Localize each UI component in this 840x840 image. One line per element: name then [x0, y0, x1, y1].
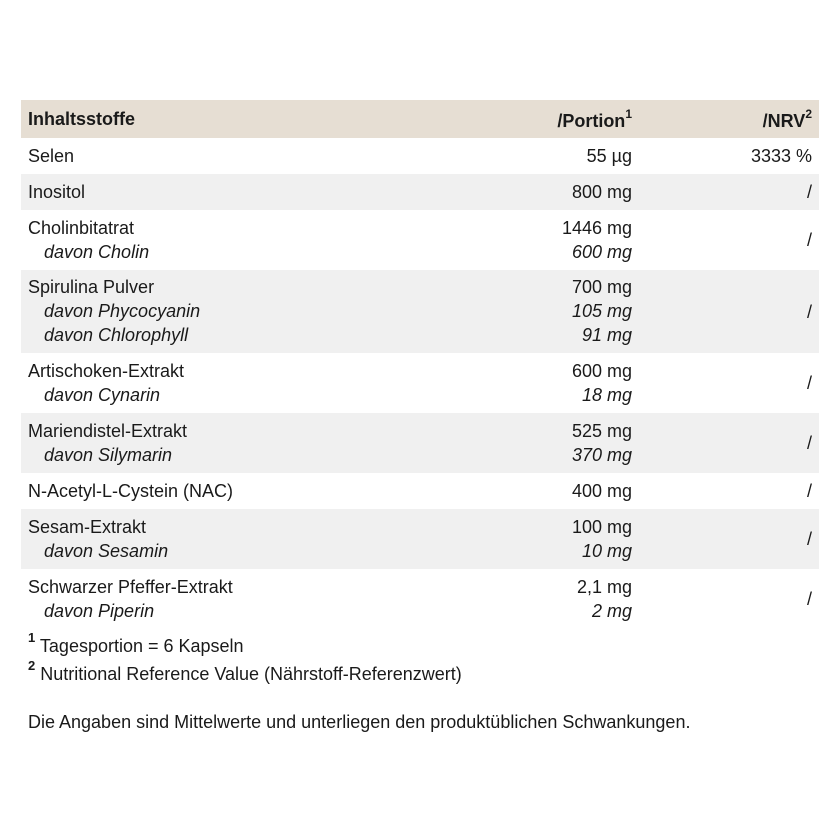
- ingredient-portion: 600 mg: [571, 360, 632, 381]
- footnote-mark: 1: [28, 630, 36, 645]
- ingredient-portion: 400 mg: [571, 480, 632, 501]
- ingredient-name: Artischoken-Extrakt: [28, 360, 185, 381]
- ingredient-nrv: /: [806, 529, 812, 549]
- sub-ingredient-portion: 18 mg: [581, 384, 632, 405]
- ingredient-portion: 800 mg: [571, 181, 632, 202]
- ingredient-portion: 55 µg: [586, 145, 632, 166]
- sub-ingredient-portion: 91 mg: [581, 325, 632, 345]
- sub-ingredient-portion: 10 mg: [581, 540, 632, 561]
- sub-ingredient-name: davon Piperin: [44, 600, 155, 621]
- sub-ingredient-portion: 105 mg: [571, 301, 632, 321]
- sub-ingredient-name: davon Phycocyanin: [44, 301, 201, 321]
- sub-ingredient-name: davon Silymarin: [44, 444, 173, 465]
- ingredient-nrv: /: [806, 373, 812, 393]
- footnotes: [28, 632, 462, 688]
- footnote: [28, 660, 462, 688]
- table-row: [21, 569, 819, 629]
- ingredient-nrv: /: [806, 433, 812, 453]
- ingredient-nrv: /: [806, 589, 812, 609]
- ingredient-name: Sesam-Extrakt: [28, 516, 147, 537]
- ingredient-name: Schwarzer Pfeffer-Extrakt: [28, 576, 233, 597]
- ingredient-name: Cholinbitatrat: [28, 217, 135, 238]
- sub-ingredient-portion: 2 mg: [591, 600, 632, 621]
- footnote-text: Nutritional Reference Value (Nährstoff-Referenzwert): [40, 664, 462, 684]
- table-row: [21, 270, 819, 353]
- footnote: [28, 632, 462, 660]
- table-row: [21, 473, 819, 509]
- sub-ingredient-portion: 370 mg: [571, 444, 632, 465]
- ingredient-portion: 700 mg: [571, 277, 632, 297]
- ingredient-nrv: /: [806, 301, 812, 322]
- footnote-mark: 2: [28, 658, 36, 673]
- table-row: [21, 174, 819, 210]
- sub-ingredient-portion: 600 mg: [571, 241, 632, 262]
- header-portion: /Portion$^1$: [557, 106, 632, 131]
- table-row: [21, 509, 819, 569]
- ingredient-nrv: /: [806, 230, 812, 250]
- table-row: [21, 210, 819, 270]
- table-row: [21, 413, 819, 473]
- ingredient-portion: 2,1 mg: [576, 576, 632, 597]
- ingredient-name: Inositol: [28, 181, 86, 202]
- sub-ingredient-name: davon Chlorophyll: [44, 325, 189, 345]
- ingredient-name: Spirulina Pulver: [28, 277, 155, 297]
- ingredient-portion: 100 mg: [571, 516, 632, 537]
- table-header: [21, 100, 819, 138]
- table-row: [21, 138, 819, 174]
- header-nrv: /NRV$^2$: [762, 106, 812, 131]
- footnote-text: Tagesportion = 6 Kapseln: [39, 636, 244, 656]
- sub-ingredient-name: davon Cynarin: [44, 384, 161, 405]
- sub-ingredient-name: davon Sesamin: [44, 540, 169, 561]
- ingredient-portion: 1446 mg: [561, 217, 632, 238]
- header-ingredients: Inhaltsstoffe: [28, 108, 136, 129]
- sub-ingredient-name: davon Cholin: [44, 241, 150, 262]
- ingredient-name: Selen: [28, 145, 75, 166]
- ingredient-nrv: 3333 %: [750, 146, 812, 166]
- nutrition-table: [21, 100, 819, 629]
- ingredient-nrv: /: [806, 481, 812, 501]
- ingredient-name: N-Acetyl-L-Cystein (NAC): [28, 480, 234, 501]
- ingredient-nrv: /: [806, 182, 812, 202]
- ingredient-name: Mariendistel-Extrakt: [28, 420, 188, 441]
- disclaimer: Die Angaben sind Mittelwerte und unterliegen den produktüblichen Schwankungen.: [28, 712, 691, 732]
- table-row: [21, 353, 819, 413]
- ingredient-portion: 525 mg: [571, 420, 632, 441]
